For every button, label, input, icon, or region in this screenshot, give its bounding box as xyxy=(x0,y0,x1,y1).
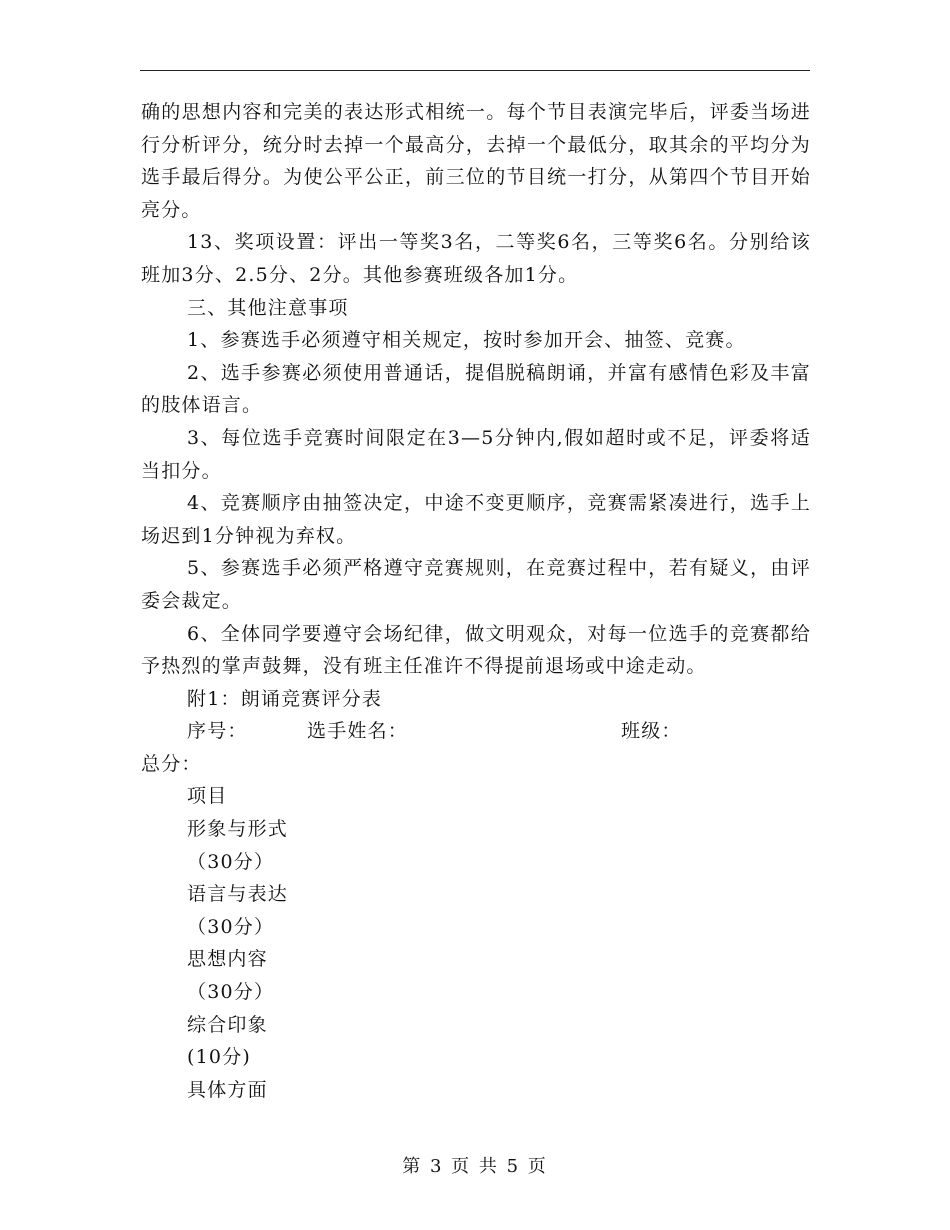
item-name: 形象与形式 xyxy=(187,818,289,841)
note-6: 6、全体同学要遵守会场纪律，做文明观众，对每一位选手的竞赛都给予热烈的掌声鼓舞，没有班主任准许不得提前退场或中途走动。 xyxy=(141,622,811,678)
total-score-label: 总分： xyxy=(141,752,202,775)
item-name: 思想内容 xyxy=(187,948,268,971)
note-4: 4、竞赛顺序由抽签决定，中途不变更顺序，竞赛需紧凑进行，选手上场迟到1分钟视为弃权。 xyxy=(141,492,811,547)
paragraph-scoring-continued: 确的思想内容和完美的表达形式相统一。每个节目表演完毕后，评委当场进行分析评分，统分时去掉一个最高分，去掉一个最低分，取其余的平均分为选手最后得分。为使公平公正，前三位的节目统一打分，从第四个节目开始亮分。 xyxy=(141,101,811,221)
contestant-name-label: 选手姓名： xyxy=(307,720,409,743)
item-name: 综合印象 xyxy=(187,1013,268,1036)
item-points: (10分) xyxy=(187,1046,252,1069)
section-heading-notes: 三、其他注意事项 xyxy=(187,296,349,319)
note-5: 5、参赛选手必须严格遵守竞赛规则，在竞赛过程中，若有疑义，由评委会裁定。 xyxy=(141,557,811,612)
item-points: （30分） xyxy=(187,850,275,873)
note-3: 3、每位选手竞赛时间限定在3—5分钟内,假如超时或不足，评委将适当扣分。 xyxy=(141,426,811,482)
note-1: 1、参赛选手必须遵守相关规定，按时参加开会、抽签、竞赛。 xyxy=(187,329,746,352)
item-name: 语言与表达 xyxy=(187,883,289,906)
class-label: 班级： xyxy=(621,720,682,743)
item-header: 项目 xyxy=(187,785,228,808)
detail-header: 具体方面 xyxy=(187,1078,268,1101)
header-rule xyxy=(140,70,810,71)
note-2: 2、选手参赛必须使用普通话，提倡脱稿朗诵，并富有感情色彩及丰富的肢体语言。 xyxy=(141,361,811,417)
item-points: （30分） xyxy=(187,915,275,938)
score-sheet-info-row xyxy=(141,715,811,748)
serial-label: 序号： xyxy=(187,720,248,743)
item-points: （30分） xyxy=(187,981,275,1004)
paragraph-awards: 13、奖项设置：评出一等奖3名，二等奖6名，三等奖6名。分别给该班加3分、2.5分、2分。其他参赛班级各加1分。 xyxy=(141,231,811,286)
score-sheet-title: 附1：朗诵竞赛评分表 xyxy=(187,687,383,710)
document-body xyxy=(141,96,811,1106)
page-number-footer: 第 3 页 共 5 页 xyxy=(402,1156,548,1177)
